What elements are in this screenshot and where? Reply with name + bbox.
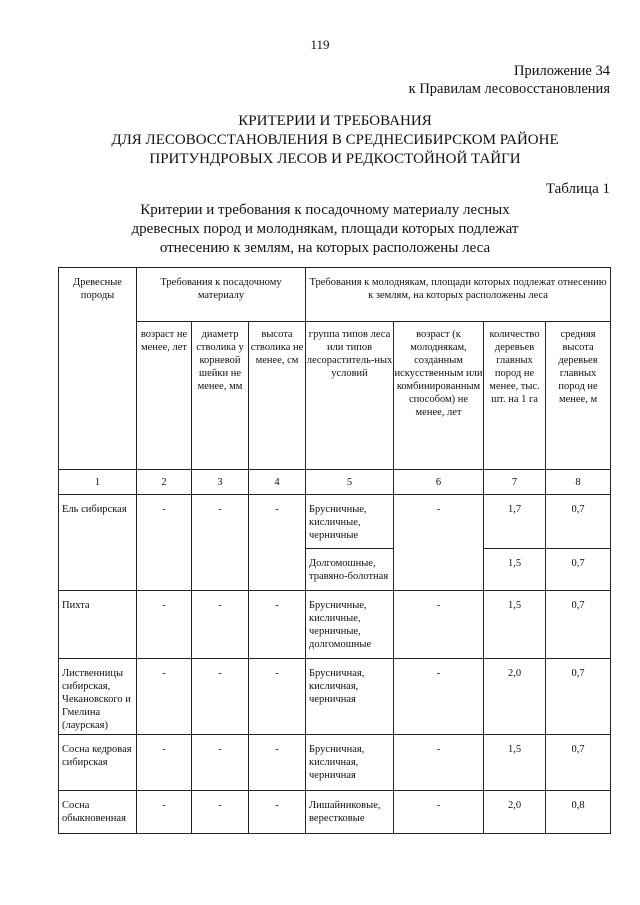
title-line-2: ДЛЯ ЛЕСОВОССТАНОВЛЕНИЯ В СРЕДНЕСИБИРСКОМ РАЙОНЕ	[111, 132, 559, 148]
caption-line-3: отнесению к землям, на которых расположены леса	[159, 240, 491, 256]
value-cell: -	[394, 791, 484, 834]
forest-type-cell: Брусничные, кисличные, черничные	[306, 495, 394, 549]
species-cell: Сосна кедровая сибирская	[59, 735, 137, 791]
tree-count-cell: 1,5	[484, 591, 546, 659]
tree-count-cell: 1,7	[484, 495, 546, 549]
value-cell: -	[192, 495, 249, 591]
document-title	[40, 112, 630, 169]
table-row	[59, 735, 611, 791]
header-sub-avg-height: средняя высота деревьев главных пород не менее, м	[546, 322, 611, 470]
tree-count-cell: 1,5	[484, 735, 546, 791]
title-line-1: КРИТЕРИИ И ТРЕБОВАНИЯ	[238, 113, 432, 129]
value-cell: -	[394, 735, 484, 791]
value-cell: -	[249, 495, 306, 591]
header-sub-age: возраст не менее, лет	[137, 322, 192, 470]
value-cell: -	[137, 791, 192, 834]
value-cell: -	[192, 791, 249, 834]
header-row-groups	[59, 268, 611, 322]
header-sub-young-age: возраст (к молоднякам, созданным искусственным или комбинированным способом) не менее, лет	[394, 322, 484, 470]
column-number-row	[59, 470, 611, 495]
header-sub-forest-type: группа типов леса или типов лесораститель-ных условий	[306, 322, 394, 470]
table-caption	[60, 201, 590, 258]
species-cell: Ель сибирская	[59, 495, 137, 591]
appendix-reference	[409, 62, 610, 98]
appendix-line-2: к Правилам лесовосстановления	[408, 81, 610, 97]
value-cell: -	[249, 659, 306, 735]
forest-type-cell: Долгомошные, травяно-болотная	[306, 549, 394, 591]
avg-height-cell: 0,8	[546, 791, 611, 834]
column-number: 7	[484, 470, 546, 495]
avg-height-cell: 0,7	[546, 659, 611, 735]
value-cell: -	[249, 791, 306, 834]
forest-type-cell: Брусничная, кисличная, черничная	[306, 659, 394, 735]
species-cell: Сосна обыкновенная	[59, 791, 137, 834]
avg-height-cell: 0,7	[546, 549, 611, 591]
forest-type-cell: Брусничная, кисличная, черничная	[306, 735, 394, 791]
value-cell: -	[137, 495, 192, 591]
column-number: 8	[546, 470, 611, 495]
value-cell: -	[394, 659, 484, 735]
column-number: 1	[59, 470, 137, 495]
header-sub-diameter: диаметр стволика у корневой шейки не менее, мм	[192, 322, 249, 470]
header-planting-material: Требования к посадочному материалу	[137, 268, 306, 322]
page-number: 119	[310, 37, 330, 52]
table-row	[59, 791, 611, 834]
column-number: 2	[137, 470, 192, 495]
table-label: Таблица 1	[545, 181, 610, 197]
table-row	[59, 591, 611, 659]
species-cell: Пихта	[59, 591, 137, 659]
value-cell: -	[249, 735, 306, 791]
value-cell: -	[192, 591, 249, 659]
value-cell: -	[192, 735, 249, 791]
header-species: Древесные породы	[59, 268, 137, 470]
header-row-sub	[59, 322, 611, 470]
caption-line-1: Критерии и требования к посадочному материалу лесных	[140, 202, 510, 218]
header-sub-tree-count: количество деревьев главных пород не менее, тыс. шт. на 1 га	[484, 322, 546, 470]
value-cell: -	[137, 659, 192, 735]
criteria-table	[58, 267, 611, 834]
tree-count-cell: 2,0	[484, 791, 546, 834]
avg-height-cell: 0,7	[546, 591, 611, 659]
column-number: 6	[394, 470, 484, 495]
appendix-line-1: Приложение 34	[514, 63, 610, 79]
table-row	[59, 495, 611, 549]
value-cell: -	[192, 659, 249, 735]
header-young-stands: Требования к молоднякам, площади которых подлежат отнесению к землям, на которых расположены леса	[306, 268, 611, 322]
caption-line-2: древесных пород и молоднякам, площади которых подлежат	[131, 221, 519, 237]
avg-height-cell: 0,7	[546, 495, 611, 549]
avg-height-cell: 0,7	[546, 735, 611, 791]
value-cell: -	[394, 495, 484, 591]
species-cell: Лиственницы сибирская, Чекановского и Гмелина (лаурская)	[59, 659, 137, 735]
value-cell: -	[137, 735, 192, 791]
tree-count-cell: 2,0	[484, 659, 546, 735]
column-number: 5	[306, 470, 394, 495]
title-line-3: ПРИТУНДРОВЫХ ЛЕСОВ И РЕДКОСТОЙНОЙ ТАЙГИ	[149, 151, 521, 167]
tree-count-cell: 1,5	[484, 549, 546, 591]
column-number: 4	[249, 470, 306, 495]
forest-type-cell: Лишайниковые, верестковые	[306, 791, 394, 834]
value-cell: -	[137, 591, 192, 659]
table-row	[59, 659, 611, 735]
header-sub-height: высота стволика не менее, см	[249, 322, 306, 470]
value-cell: -	[394, 591, 484, 659]
column-number: 3	[192, 470, 249, 495]
forest-type-cell: Брусничные, кисличные, черничные, долгомошные	[306, 591, 394, 659]
value-cell: -	[249, 591, 306, 659]
